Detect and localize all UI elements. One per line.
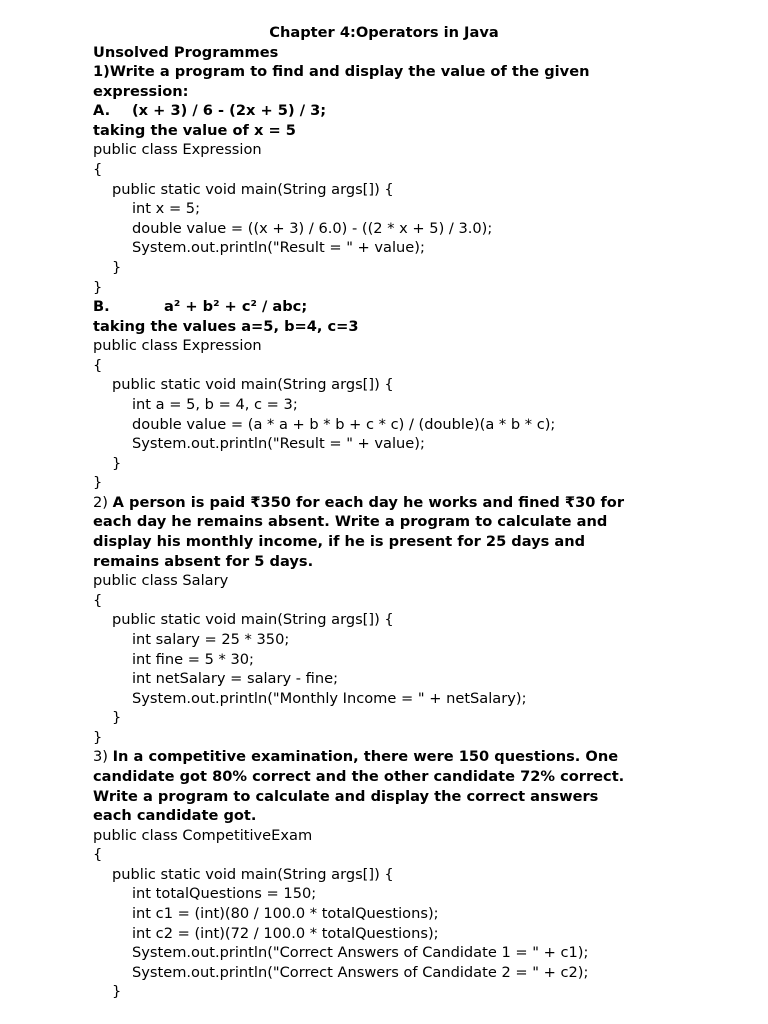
q1-part-b-given: taking the values a=5, b=4, c=3 [93, 317, 359, 335]
code-line: int x = 5; [132, 200, 201, 218]
code-line: public static void main(String args[]) { [112, 865, 394, 883]
code-line: public class Expression [93, 141, 262, 159]
code-line: { [93, 161, 103, 179]
code-line: } [112, 983, 122, 1001]
code-line: System.out.println("Correct Answers of Candidate 2 = " + c2); [132, 963, 589, 981]
q1-part-a-expression: (x + 3) / 6 - (2x + 5) / 3; [132, 102, 327, 120]
code-line: int netSalary = salary - fine; [132, 670, 339, 688]
code-line: int totalQuestions = 150; [132, 885, 317, 903]
code-line: System.out.println("Result = " + value); [132, 239, 425, 257]
code-line: { [93, 356, 103, 374]
q3-text-line-3: Write a program to calculate and display the correct answers [93, 787, 599, 805]
q2-text-line-4: remains absent for 5 days. [93, 552, 314, 570]
code-line: } [93, 474, 103, 492]
code-line: public class CompetitiveExam [93, 826, 313, 844]
section-heading: Unsolved Programmes [93, 43, 279, 61]
code-line: int c2 = (int)(72 / 100.0 * totalQuestions); [132, 924, 439, 942]
q2-text-line-1 [0, 493, 768, 513]
code-line: int a = 5, b = 4, c = 3; [132, 395, 298, 413]
code-line: int salary = 25 * 350; [132, 630, 290, 648]
q2-text-line-3: display his monthly income, if he is present for 25 days and [93, 533, 586, 551]
q3-text-line-4: each candidate got. [93, 807, 257, 825]
code-line: } [112, 454, 122, 472]
code-line: { [93, 846, 103, 864]
code-line: } [93, 728, 103, 746]
q2-text-line-2: each day he remains absent. Write a program to calculate and [93, 513, 608, 531]
q1-text-line-2: expression: [93, 82, 189, 100]
q1-part-a-given: taking the value of x = 5 [93, 121, 296, 139]
code-line: System.out.println("Correct Answers of Candidate 1 = " + c1); [132, 944, 589, 962]
code-line: System.out.println("Result = " + value); [132, 435, 425, 453]
code-line: public static void main(String args[]) { [112, 611, 394, 629]
page-title: Chapter 4:Operators in Java [269, 24, 499, 41]
q1-part-b-label: B. [93, 298, 110, 316]
q2-text: A person is paid ₹350 for each day he works and fined ₹30 for [112, 493, 625, 511]
code-line: public static void main(String args[]) { [112, 180, 394, 198]
document-page [0, 23, 768, 1002]
q1-text-line-1: 1)Write a program to find and display the value of the given [93, 63, 590, 81]
q3-text: In a competitive examination, there were 150 questions. One [112, 748, 619, 766]
code-line: System.out.println("Monthly Income = " + netSalary); [132, 689, 527, 707]
q2-number: 2) [93, 493, 108, 511]
q1-part-b-expression: a² + b² + c² / abc; [164, 298, 308, 316]
code-line: { [93, 591, 103, 609]
code-line: } [93, 278, 103, 296]
code-line: } [112, 709, 122, 727]
code-line: public class Salary [93, 572, 229, 590]
q1-part-b-expression-line [0, 297, 768, 317]
code-line: public class Expression [93, 337, 262, 355]
q1-part-a-expression-line [0, 101, 768, 121]
code-line: } [112, 258, 122, 276]
code-line: int c1 = (int)(80 / 100.0 * totalQuestions); [132, 905, 439, 923]
code-line: int fine = 5 * 30; [132, 650, 254, 668]
q3-number: 3) [93, 748, 108, 766]
code-line: double value = ((x + 3) / 6.0) - ((2 * x + 5) / 3.0); [132, 219, 493, 237]
code-line: double value = (a * a + b * b + c * c) / (double)(a * b * c); [132, 415, 556, 433]
q1-part-a-label: A. [93, 102, 111, 120]
q3-text-line-2: candidate got 80% correct and the other candidate 72% correct. [93, 767, 625, 785]
q3-text-line-1 [0, 747, 768, 767]
code-line: public static void main(String args[]) { [112, 376, 394, 394]
